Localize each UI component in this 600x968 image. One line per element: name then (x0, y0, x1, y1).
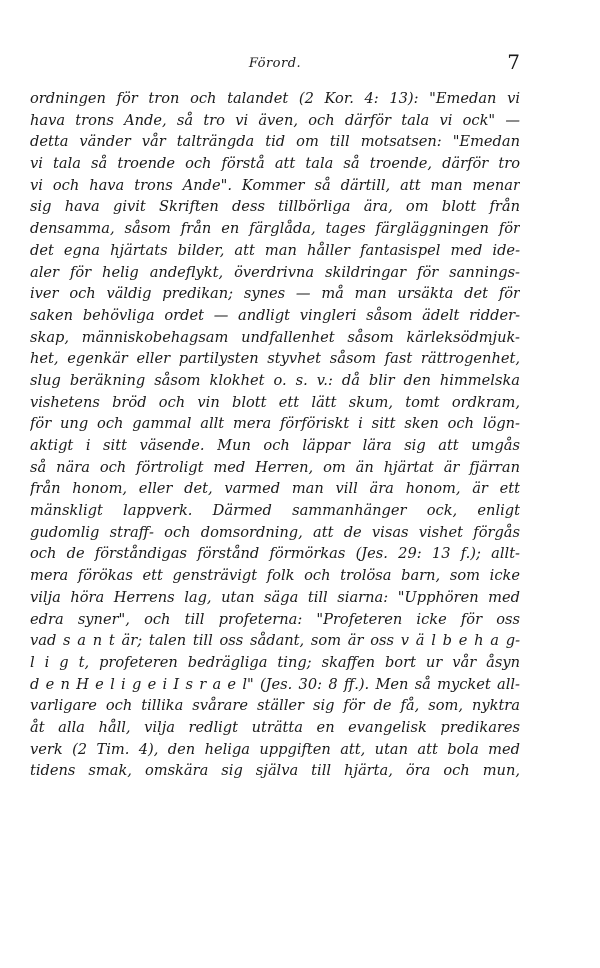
text-line-17: aktigt i sitt väsende. Mun och läppar lära sig att umgås (30, 437, 520, 454)
body-text (30, 88, 520, 782)
text-line-23: mera förökas ett gensträvigt folk och trolösa barn, som icke (30, 567, 520, 585)
text-line-13: het, egenkär eller partilysten styvhet såsom fast rättrogenhet, (30, 350, 520, 368)
text-line-29: varligare och tillika svårare ställer sig för de få, som, nyktra (30, 697, 520, 715)
running-title: Förord. (248, 56, 302, 71)
text-line-27: l i g t, profeteren bedrägliga ting; skaffen bort ur vår åsyn (30, 653, 520, 671)
text-line-32: tidens smak, omskära sig själva till hjärta, öra och mun, (30, 762, 520, 780)
text-line-20: mänskligt lappverk. Därmed sammanhänger ock, enligt (30, 502, 520, 520)
page-header (30, 52, 520, 76)
text-line-6: sig hava givit Skriften dess tillbörliga ära, om blott från (30, 198, 520, 216)
text-line-19: från honom, eller det, varmed man vill ära honom, är ett (30, 480, 520, 498)
text-line-24: vilja höra Herrens lag, utan säga till siarna: "Upphören med (30, 588, 520, 606)
text-line-10: iver och väldig predikan; synes — må man ursäkta det för (30, 285, 520, 303)
page-number: 7 (507, 50, 520, 74)
text-line-22: och de förståndigas förstånd förmörkas (Jes. 29: 13 f.); allt- (30, 545, 520, 563)
text-line-3: detta vänder vår talträngda tid om till motsatsen: "Emedan (30, 133, 520, 151)
text-line-28: d e n H e l i g e i I s r a e l" (Jes. 30: 8 ff.). Men så mycket all- (30, 675, 520, 693)
text-line-21: gudomlig straff- och domsordning, att de visas vishet förgås (30, 523, 520, 541)
text-line-9: aler för helig andeflykt, överdrivna skildringar för sannings- (30, 263, 520, 281)
text-line-11: saken behövliga ordet — andligt vingleri såsom ädelt ridder- (30, 306, 520, 324)
text-line-7: densamma, såsom från en färglåda, tages färgläggningen för (30, 220, 520, 238)
text-line-16: för ung och gammal allt mera förföriskt i sitt sken och lögn- (30, 415, 520, 433)
text-line-12: skap, människobehagsam undfallenhet såsom kärleksödmjuk- (30, 328, 520, 346)
text-line-25: edra syner", och till profeterna: "Profeteren icke för oss (30, 610, 520, 628)
text-line-18: så nära och förtroligt med Herren, om än hjärtat är fjärran (30, 458, 520, 476)
text-line-14: slug beräkning såsom klokhet o. s. v.: då blir den himmelska (30, 371, 520, 389)
text-line-26: vad s a n t är; talen till oss sådant, som är oss v ä l b e h a g- (30, 632, 520, 650)
text-line-8: det egna hjärtats bilder, att man håller fantasispel med ide- (30, 241, 520, 259)
text-line-5: vi och hava trons Ande". Kommer så därtill, att man menar (30, 176, 520, 194)
text-line-1: ordningen för tron och talandet (2 Kor. 4: 13): "Emedan vi (30, 90, 520, 107)
text-line-4: vi tala så troende och förstå att tala så troende, därför tro (30, 155, 520, 173)
text-line-2: hava trons Ande, så tro vi även, och därför tala vi ock" — (30, 111, 520, 129)
text-line-15: vishetens bröd och vin blott ett lätt skum, tomt ordkram, (30, 393, 520, 411)
text-line-31: verk (2 Tim. 4), den heliga uppgiften att, utan att bola med (30, 740, 520, 758)
text-line-30: åt alla håll, vilja redligt uträtta en evangelisk predikares (30, 718, 520, 736)
